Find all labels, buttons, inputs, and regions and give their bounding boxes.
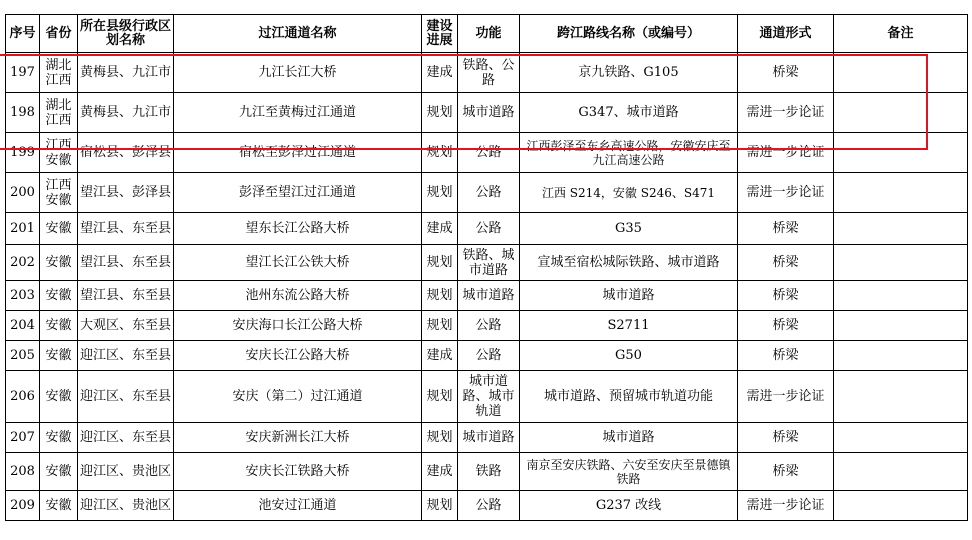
cell-county: 迎江区、贵池区: [78, 491, 174, 521]
cell-route: G237 改线: [520, 491, 738, 521]
cell-name: 彭泽至望江过江通道: [174, 173, 422, 213]
cell-build: 规划: [422, 281, 458, 311]
cell-build: 规划: [422, 491, 458, 521]
cell-county: 望江县、东至县: [78, 213, 174, 245]
cell-form: 需进一步论证: [738, 173, 834, 213]
cell-seq: 205: [6, 341, 40, 371]
cell-province: 安徽: [40, 453, 78, 491]
table-row: [6, 53, 968, 93]
cell-seq: 197: [6, 53, 40, 93]
cell-county: 望江县、彭泽县: [78, 173, 174, 213]
table-row: [6, 423, 968, 453]
table-row: [6, 93, 968, 133]
cell-build: 建成: [422, 213, 458, 245]
cell-form: 桥梁: [738, 341, 834, 371]
header-build: 建设进展: [422, 15, 458, 53]
cell-form: 桥梁: [738, 53, 834, 93]
cell-func: 公路: [458, 173, 520, 213]
cell-func: 公路: [458, 341, 520, 371]
cell-func: 公路: [458, 213, 520, 245]
cell-note: [834, 245, 968, 281]
cell-route: 江西 S214，安徽 S246、S471: [520, 173, 738, 213]
cell-build: 规划: [422, 173, 458, 213]
cell-county: 望江县、东至县: [78, 245, 174, 281]
header-func: 功能: [458, 15, 520, 53]
cell-form: 需进一步论证: [738, 371, 834, 423]
cell-func: 铁路、公路: [458, 53, 520, 93]
cell-note: [834, 53, 968, 93]
cell-province: 安徽: [40, 341, 78, 371]
header-route: 跨江路线名称（或编号）: [520, 15, 738, 53]
cell-func: 城市道路、城市轨道: [458, 371, 520, 423]
cell-province: 安徽: [40, 371, 78, 423]
cell-note: [834, 423, 968, 453]
cell-province: 安徽: [40, 311, 78, 341]
cell-name: 望江长江公铁大桥: [174, 245, 422, 281]
cell-note: [834, 311, 968, 341]
cell-name: 安庆长江铁路大桥: [174, 453, 422, 491]
table-row: [6, 173, 968, 213]
cell-route: S2711: [520, 311, 738, 341]
cell-county: 迎江区、东至县: [78, 371, 174, 423]
cell-route: 城市道路: [520, 281, 738, 311]
cell-note: [834, 491, 968, 521]
cell-county: 大观区、东至县: [78, 311, 174, 341]
cell-seq: 209: [6, 491, 40, 521]
cell-route: 南京至安庆铁路、六安至安庆至景德镇铁路: [520, 453, 738, 491]
cell-note: [834, 281, 968, 311]
table-row: [6, 341, 968, 371]
cell-build: 规划: [422, 133, 458, 173]
cell-build: 规划: [422, 245, 458, 281]
cell-note: [834, 453, 968, 491]
cell-func: 城市道路: [458, 423, 520, 453]
cell-name: 宿松至彭泽过江通道: [174, 133, 422, 173]
cell-province: 安徽: [40, 491, 78, 521]
cell-seq: 199: [6, 133, 40, 173]
header-row: [6, 15, 968, 53]
cell-form: 需进一步论证: [738, 93, 834, 133]
header-county: 所在县级行政区划名称: [78, 15, 174, 53]
header-name: 过江通道名称: [174, 15, 422, 53]
cell-form: 需进一步论证: [738, 133, 834, 173]
cell-route: 城市道路: [520, 423, 738, 453]
cell-func: 公路: [458, 491, 520, 521]
cell-build: 建成: [422, 341, 458, 371]
header-seq: 序号: [6, 15, 40, 53]
cell-county: 迎江区、贵池区: [78, 453, 174, 491]
cell-county: 宿松县、彭泽县: [78, 133, 174, 173]
cell-name: 安庆新洲长江大桥: [174, 423, 422, 453]
cell-build: 建成: [422, 53, 458, 93]
cell-form: 桥梁: [738, 311, 834, 341]
cell-name: 安庆长江公路大桥: [174, 341, 422, 371]
cell-build: 规划: [422, 423, 458, 453]
cell-seq: 198: [6, 93, 40, 133]
cell-route: 江西彭泽至东乡高速公路，安徽安庆至九江高速公路: [520, 133, 738, 173]
cell-note: [834, 173, 968, 213]
header-form: 通道形式: [738, 15, 834, 53]
cell-province: 安徽: [40, 213, 78, 245]
cell-name: 安庆（第二）过江通道: [174, 371, 422, 423]
cell-province: 江西安徽: [40, 173, 78, 213]
cell-build: 规划: [422, 371, 458, 423]
cell-province: 湖北江西: [40, 53, 78, 93]
cell-name: 九江至黄梅过江通道: [174, 93, 422, 133]
cell-route: 京九铁路、G105: [520, 53, 738, 93]
cell-name: 望东长江公路大桥: [174, 213, 422, 245]
cell-build: 建成: [422, 453, 458, 491]
cell-route: G35: [520, 213, 738, 245]
table-row: [6, 213, 968, 245]
cell-province: 安徽: [40, 423, 78, 453]
cell-route: 城市道路、预留城市轨道功能: [520, 371, 738, 423]
cell-seq: 208: [6, 453, 40, 491]
cell-note: [834, 133, 968, 173]
cell-province: 安徽: [40, 245, 78, 281]
cell-build: 规划: [422, 93, 458, 133]
cell-route: G347、城市道路: [520, 93, 738, 133]
cell-county: 望江县、东至县: [78, 281, 174, 311]
cell-route: G50: [520, 341, 738, 371]
cell-county: 迎江区、东至县: [78, 341, 174, 371]
header-province: 省份: [40, 15, 78, 53]
table-row: [6, 311, 968, 341]
table-row: [6, 281, 968, 311]
cell-note: [834, 371, 968, 423]
cell-province: 江西安徽: [40, 133, 78, 173]
cell-name: 安庆海口长江公路大桥: [174, 311, 422, 341]
cell-province: 湖北江西: [40, 93, 78, 133]
cell-func: 铁路: [458, 453, 520, 491]
table-row: [6, 133, 968, 173]
cell-note: [834, 93, 968, 133]
cell-note: [834, 341, 968, 371]
table-row: [6, 453, 968, 491]
cell-form: 需进一步论证: [738, 491, 834, 521]
cell-func: 铁路、城市道路: [458, 245, 520, 281]
cell-form: 桥梁: [738, 423, 834, 453]
cell-note: [834, 213, 968, 245]
cell-seq: 202: [6, 245, 40, 281]
cell-province: 安徽: [40, 281, 78, 311]
cell-county: 迎江区、东至县: [78, 423, 174, 453]
header-note: 备注: [834, 15, 968, 53]
cell-name: 池安过江通道: [174, 491, 422, 521]
cell-func: 城市道路: [458, 93, 520, 133]
cell-build: 规划: [422, 311, 458, 341]
table-row: [6, 491, 968, 521]
cell-form: 桥梁: [738, 245, 834, 281]
cell-seq: 203: [6, 281, 40, 311]
cell-func: 城市道路: [458, 281, 520, 311]
cell-name: 池州东流公路大桥: [174, 281, 422, 311]
table-row: [6, 245, 968, 281]
cell-form: 桥梁: [738, 281, 834, 311]
cell-seq: 207: [6, 423, 40, 453]
table-row: [6, 371, 968, 423]
cell-route: 宣城至宿松城际铁路、城市道路: [520, 245, 738, 281]
cell-seq: 206: [6, 371, 40, 423]
cell-seq: 200: [6, 173, 40, 213]
cell-form: 桥梁: [738, 453, 834, 491]
cell-county: 黄梅县、九江市: [78, 93, 174, 133]
cell-seq: 201: [6, 213, 40, 245]
cell-func: 公路: [458, 311, 520, 341]
cell-seq: 204: [6, 311, 40, 341]
cell-form: 桥梁: [738, 213, 834, 245]
cell-county: 黄梅县、九江市: [78, 53, 174, 93]
crossing-table: [5, 14, 968, 521]
cell-name: 九江长江大桥: [174, 53, 422, 93]
cell-func: 公路: [458, 133, 520, 173]
